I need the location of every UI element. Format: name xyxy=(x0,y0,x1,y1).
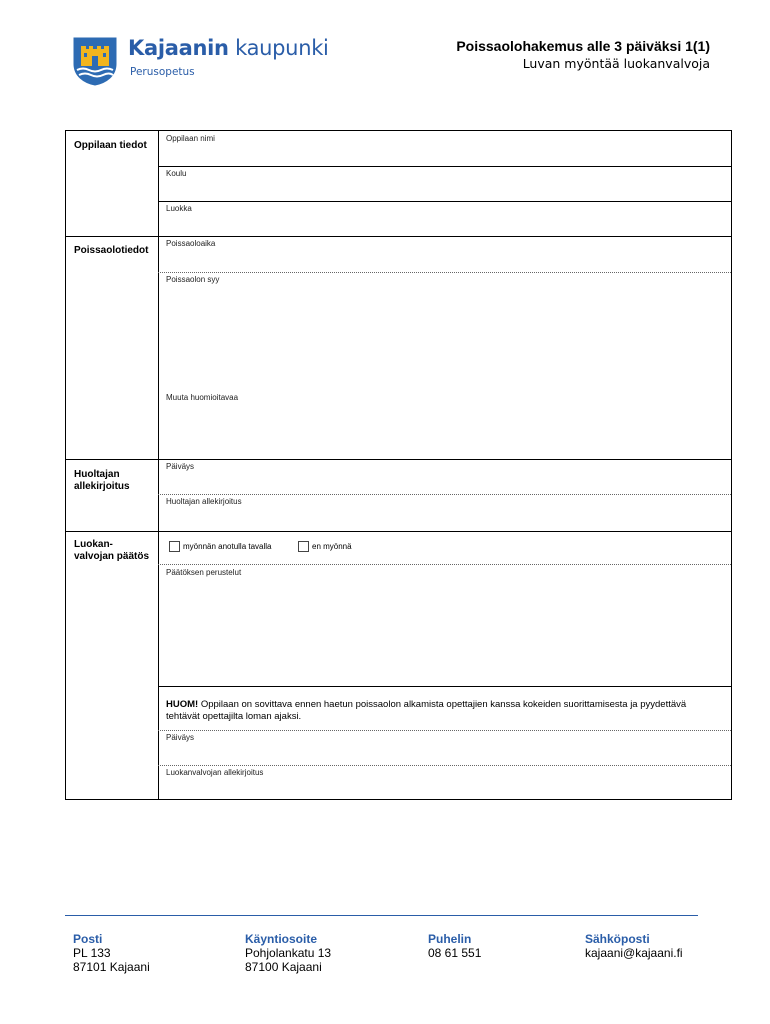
brand-subtitle: Perusopetus xyxy=(130,66,195,78)
brand-name: Kajaanin kaupunki xyxy=(128,36,329,60)
section-divider xyxy=(66,531,731,532)
absence-form xyxy=(65,130,732,800)
field-divider xyxy=(158,201,731,202)
field-label-poissaolon-syy: Poissaolon syy xyxy=(166,275,220,284)
section-label-oppilaan-tiedot: Oppilaan tiedot xyxy=(74,140,147,151)
field-label-poissaoloaika: Poissaoloaika xyxy=(166,239,216,248)
field-label-luokanvalvojan-allekirjoitus: Luokanvalvojan allekirjoitus xyxy=(166,768,264,777)
column-divider xyxy=(158,131,159,799)
checkbox-label-en-myonna: en myönnä xyxy=(312,542,352,551)
footer-puhelin: Puhelin 08 61 551 xyxy=(428,932,482,960)
document-title: Poissaolohakemus alle 3 päiväksi 1(1) xyxy=(456,38,710,54)
field-divider-dotted xyxy=(158,564,731,565)
checkbox-en-myonna[interactable] xyxy=(298,541,309,552)
field-label-luokka: Luokka xyxy=(166,204,192,213)
section-divider xyxy=(66,459,731,460)
castle-coat-of-arms-icon xyxy=(72,36,118,86)
field-label-koulu: Koulu xyxy=(166,169,187,178)
field-label-muuta-huomioitavaa: Muuta huomioitavaa xyxy=(166,393,239,402)
section-label-luokanvalvojan-paatos: Luokan- valvojan päätös xyxy=(74,539,150,562)
field-label-paivays-2: Päiväys xyxy=(166,733,195,742)
field-divider xyxy=(158,166,731,167)
section-label-poissaolotiedot: Poissaolotiedot xyxy=(74,245,149,256)
field-label-huoltajan-allekirjoitus: Huoltajan allekirjoitus xyxy=(166,497,242,506)
field-divider xyxy=(158,686,731,687)
field-label-paivays: Päiväys xyxy=(166,462,195,471)
footer-kayntiosoite: Käyntiosoite Pohjolankatu 13 87100 Kajaani xyxy=(245,932,332,974)
field-divider-dotted xyxy=(158,272,731,273)
footer-sahkoposti: Sähköposti kajaani@kajaani.fi xyxy=(585,932,683,960)
checkbox-label-myonnan: myönnän anotulla tavalla xyxy=(183,542,272,551)
section-label-huoltajan-allekirjoitus: Huoltajan allekirjoitus xyxy=(74,469,130,492)
field-divider-dotted xyxy=(158,730,731,731)
footer-divider xyxy=(65,915,698,916)
footer-posti: Posti PL 133 87101 Kajaani xyxy=(73,932,150,974)
notice-text: HUOM! Oppilaan on sovittava ennen haetun poissaolon alkamista opettajien kanssa kokeiden suorittamisesta ja pyydettävä tehtävät opettajilta loman ajaksi. xyxy=(166,699,687,722)
document-subtitle: Luvan myöntää luokanvalvoja xyxy=(522,56,710,71)
field-label-oppilaan-nimi: Oppilaan nimi xyxy=(166,134,215,143)
field-label-paatoksen-perustelut: Päätöksen perustelut xyxy=(166,568,242,577)
section-divider xyxy=(66,236,731,237)
field-divider-dotted xyxy=(158,494,731,495)
checkbox-myonnan[interactable] xyxy=(169,541,180,552)
field-divider-dotted xyxy=(158,765,731,766)
